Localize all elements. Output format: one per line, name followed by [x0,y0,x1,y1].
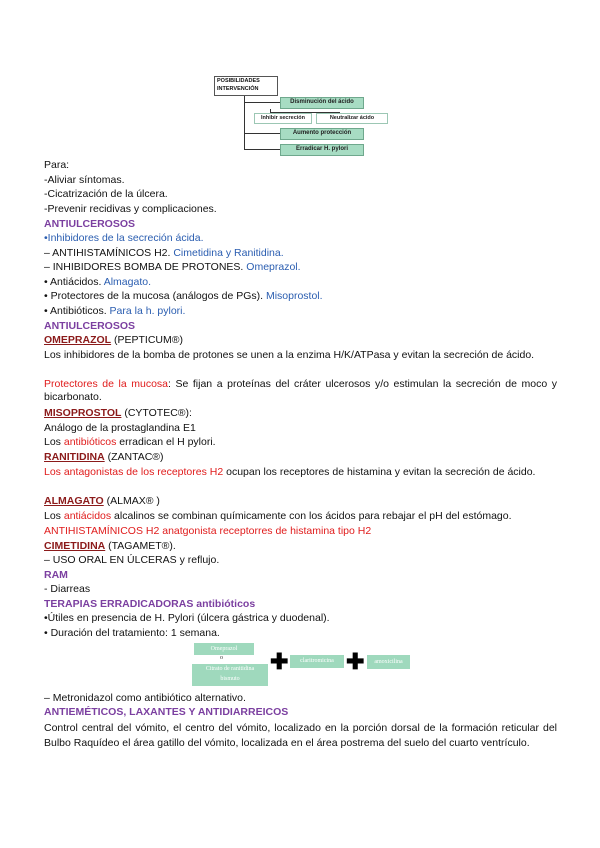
para-item-3: -Prevenir recidivas y complicaciones. [44,203,217,215]
box-inhibit-secretion: Inhibir secreción [254,113,312,124]
omeprazol-box: Omeprazol [194,643,254,655]
antihistamine-note: ANTIHISTAMÍNICOS H2 anatgonista receptorres de histamina tipo H2 [44,525,372,537]
connector-h3 [244,149,284,150]
antiemeticos-text: Control central del vómito, el centro del vómito, localizado en la porción dorsal de la formación reticular del Bulbo Raquídeo el área gatillo del vómito, localizada en el área postrema del suelo del cuarto ventrículo. [44,722,557,749]
omeprazol-title: OMEPRAZOL (PEPTICUM®) [44,334,183,346]
connector-vertical [244,96,245,150]
antacid-line: • Antiácidos. Almagato. [44,276,151,288]
mucosa-protectors-line: • Protectores de la mucosa (análogos de PGs). Misoprostol. [44,290,323,302]
section-heading-antiemeticos: ANTIEMÉTICOS, LAXANTES Y ANTIDIARREICOS [44,706,289,718]
section-heading-antiulcerosos: ANTIULCEROSOS [44,218,136,230]
box-acid-reduction: Disminución del ácido [280,97,364,109]
almagato-title: ALMAGATO (ALMAX® ) [44,495,160,507]
combination-therapy-diagram [190,642,420,690]
terapias-item-1: •Útiles en presencia de H. Pylori (úlcera gástrica y duodenal). [44,612,330,624]
para-item-2: -Cicatrización de la úlcera. [44,188,168,200]
metronidazol-line: – Metronidazol como antibiótico alternativo. [44,692,246,704]
ranitidina-title: RANITIDINA (ZANTAC®) [44,451,164,463]
cimetidina-title: CIMETIDINA (TAGAMET®). [44,540,176,552]
para-item-1: -Aliviar síntomas. [44,174,125,186]
box-increase-protection: Aumento protección [280,128,364,140]
antacid-text: Los antiácidos alcalinos se combinan químicamente con los ácidos para rebajar el pH del estómago. [44,510,512,522]
misoprostol-title: MISOPROSTOL (CYTOTEC®): [44,407,192,419]
secretion-inhibitors: •Inhibidores de la secreción ácida. [44,232,204,244]
diagram-title: POSIBILIDADES INTERVENCIÓN [214,76,278,96]
mucosa-protectors-text: Protectores de la mucosa: Se fijan a proteínas del cráter ulcerosos y/o estimulan la secreción de moco y bicarbonato. [44,378,557,403]
claritromicina-box: claritromicina [290,655,344,668]
antibiotics-text: Los antibióticos erradican el H pylori. [44,436,216,448]
plus-icon: ✚ [270,649,289,674]
amoxicilina-box: amoxicilina [367,655,410,669]
section-heading-ram: RAM [44,569,68,581]
terapias-item-2: • Duración del tratamiento: 1 semana. [44,627,220,639]
ppi-mechanism-text: Los inhibidores de la bomba de protones se unen a la enzima H/K/ATPasa y evitan la secreción de ácido. [44,349,535,361]
antibiotics-line: • Antibióticos. Para la h. pylori. [44,305,186,317]
connector-h1 [244,102,284,103]
plus-icon-2: ✚ [346,649,365,674]
ppi-line: – INHIBIDORES BOMBA DE PROTONES. Omeprazol. [44,261,301,273]
section-heading-antiulcerosos-2: ANTIULCEROSOS [44,320,136,332]
cimetidina-text: – USO ORAL EN ÚLCERAS y reflujo. [44,554,220,566]
misoprostol-text: Análogo de la prostaglandina E1 [44,422,196,434]
citrato-box: Citrato de ranitidina bismuto [192,664,268,686]
para-title: Para: [44,159,70,171]
ram-item: - Diarreas [44,583,91,595]
box-neutralize-acid: Neutralizar ácido [316,113,388,124]
section-heading-terapias: TERAPIAS ERRADICADORAS antibióticos [44,598,256,610]
connector-h2 [244,133,284,134]
box-eradicate-hpylori: Erradicar H. pylori [280,144,364,156]
ranitidina-text: Los antagonistas de los receptores H2 ocupan los receptores de histamina y evitan la secreción de ácido. [44,466,536,478]
or-label: o [220,655,223,661]
h2-antihistamines-line: – ANTIHISTAMÍNICOS H2. Cimetidina y Ranitidina. [44,247,284,259]
intervention-diagram [212,74,392,158]
